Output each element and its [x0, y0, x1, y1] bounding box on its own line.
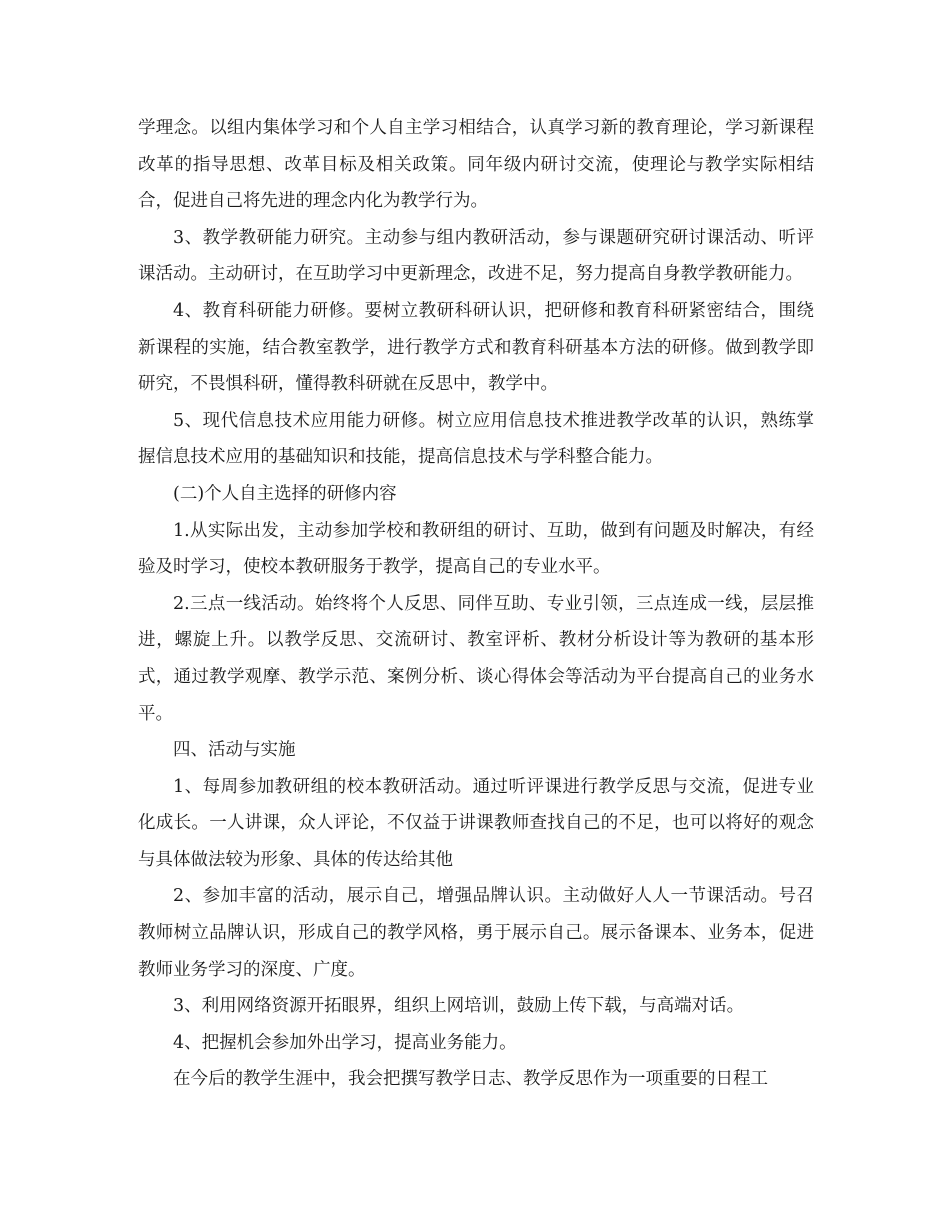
paragraph-9: 3、利用网络资源开拓眼界，组织上网培训，鼓励上传下载，与高端对话。	[173, 996, 745, 1017]
paragraph-10: 4、把握机会参加外出学习，提高业务能力。	[173, 1032, 517, 1053]
paragraph-4: 5、现代信息技术应用能力研修。树立应用信息技术推进教学改革的认识，熟练掌握信息技术应用的基础知识和技能，提高信息技术与学科整合能力。	[138, 410, 814, 468]
section-heading-2: (二)个人自主选择的研修内容	[173, 483, 397, 504]
paragraph-3: 4、教育科研能力研修。要树立教研科研认识，把研修和教育科研紧密结合，围绕新课程的实施，结合教室教学，进行教学方式和教育科研基本方法的研修。做到教学即研究，不畏惧科研，懂得教科研就在反思中，教学中。	[138, 300, 814, 395]
section-heading-4: 四、活动与实施	[173, 740, 296, 761]
paragraph-8: 2、参加丰富的活动，展示自己，增强品牌认识。主动做好人人一节课活动。号召教师树立品牌认识，形成自己的教学风格，勇于展示自己。展示备课本、业务本，促进教师业务学习的深度、广度。	[138, 886, 814, 980]
paragraph-11: 在今后的教学生涯中，我会把撰写教学日志、教学反思作为一项重要的日程工	[173, 1069, 768, 1090]
paragraph-2: 3、教学教研能力研究。主动参与组内教研活动，参与课题研究研讨课活动、听评课活动。主动研讨，在互助学习中更新理念，改进不足，努力提高自身教学教研能力。	[138, 227, 814, 285]
paragraph-7: 1、每周参加教研组的校本教研活动。通过听评课进行教学反思与交流，促进专业化成长。一人讲课，众人评论，不仅益于讲课教师查找自己的不足，也可以将好的观念与具体做法较为形象、具体的传达给其他	[138, 776, 814, 870]
paragraph-5: 1.从实际出发，主动参加学校和教研组的研讨、互助，做到有问题及时解决，有经验及时学习，使校本教研服务于教学，提高自己的专业水平。	[138, 520, 814, 578]
paragraph-1: 学理念。以组内集体学习和个人自主学习相结合，认真学习新的教育理论，学习新课程改革的指导思想、改革目标及相关政策。同年级内研讨交流，使理论与教学实际相结合，促进自己将先进的理念内化为教学行为。	[138, 118, 814, 212]
document-body	[138, 110, 814, 1098]
paragraph-6: 2.三点一线活动。始终将个人反思、同伴互助、专业引领，三点连成一线，层层推进，螺旋上升。以教学反思、交流研讨、教室评析、教材分析设计等为教研的基本形式，通过教学观摩、教学示范、案例分析、谈心得体会等活动为平台提高自己的业务水平。	[138, 593, 814, 724]
